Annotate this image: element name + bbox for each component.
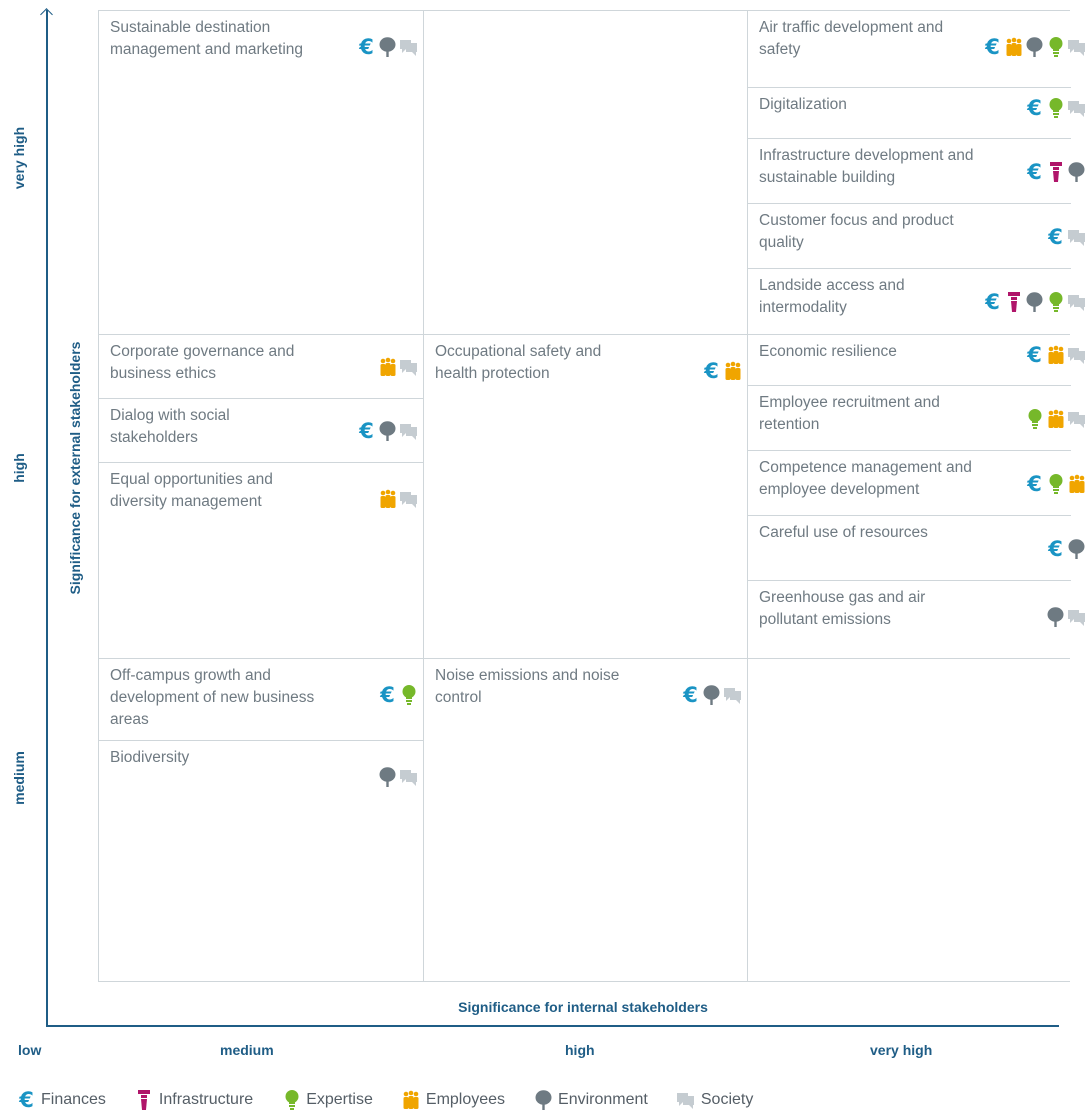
society-icon [1068, 37, 1085, 57]
environment-icon [703, 685, 720, 705]
finances-icon: € [704, 359, 719, 383]
topic-label: Careful use of resources [759, 524, 928, 541]
topic-item [424, 335, 747, 658]
employees-icon [1047, 345, 1064, 365]
topic-item [748, 269, 1071, 334]
legend [18, 1090, 783, 1110]
legend-item-environment [535, 1090, 648, 1110]
materiality-matrix [98, 10, 1070, 982]
x-level-medium: medium [220, 1042, 274, 1058]
topic-icons [682, 685, 741, 705]
topic-icons [1026, 471, 1085, 496]
employees-icon [403, 1090, 420, 1110]
topic-icons [1026, 98, 1085, 118]
topic-icons [379, 489, 417, 509]
cell-very-high-medium [99, 11, 423, 334]
y-axis-title: Significance for external stakeholders [67, 341, 83, 595]
cell-high-medium [99, 335, 423, 658]
legend-label: Expertise [306, 1091, 373, 1108]
topic-label: Customer focus and product quality [759, 212, 954, 251]
finances-icon: € [985, 289, 1000, 314]
environment-icon [535, 1090, 552, 1110]
finances-icon: € [1048, 224, 1063, 249]
environment-icon [379, 767, 396, 787]
finances-icon: € [1027, 343, 1042, 367]
cell-very-high-very-high [748, 11, 1071, 334]
topic-label: Occupational safety and health protection [435, 343, 602, 382]
employees-icon [1068, 474, 1085, 494]
finances-icon: € [359, 35, 374, 59]
finances-icon: € [1027, 471, 1042, 496]
topic-item [99, 399, 423, 463]
y-level-medium: medium [11, 751, 27, 805]
topic-item [748, 451, 1071, 516]
topic-icons [358, 421, 417, 441]
legend-label: Employees [425, 1091, 506, 1108]
expertise-icon [1047, 474, 1064, 494]
topic-icons [984, 289, 1085, 314]
topic-icons [379, 685, 417, 705]
legend-item-expertise [283, 1090, 373, 1110]
x-level-low: low [18, 1042, 42, 1058]
topic-icons [703, 361, 741, 381]
society-icon [400, 421, 417, 441]
cell-high-very-high [748, 335, 1071, 658]
topic-item [424, 659, 747, 982]
employees-icon [1005, 37, 1022, 57]
cell-medium-high [424, 659, 747, 982]
expertise-icon [1026, 409, 1043, 429]
y-level-very-high: very high [11, 126, 27, 190]
finances-icon: € [1027, 159, 1042, 184]
finances-icon: € [1048, 536, 1063, 561]
society-icon [1068, 345, 1085, 365]
environment-icon [1047, 607, 1064, 627]
y-axis-arrow-icon [40, 8, 53, 21]
x-axis-line [46, 1025, 1059, 1027]
society-icon [1068, 292, 1085, 312]
topic-label: Digitalization [759, 96, 847, 113]
finances-icon: € [985, 35, 1000, 59]
environment-icon [379, 421, 396, 441]
society-icon [724, 685, 741, 705]
society-icon [1068, 607, 1085, 627]
x-level-high: high [565, 1042, 595, 1058]
topic-icons [379, 357, 417, 377]
topic-label: Greenhouse gas and air pollutant emissions [759, 589, 926, 628]
society-icon [400, 489, 417, 509]
topic-item [99, 335, 423, 399]
environment-icon [379, 37, 396, 57]
finances-icon: € [683, 683, 698, 707]
topic-icons [379, 767, 417, 787]
topic-item [748, 204, 1071, 269]
society-icon [1068, 227, 1085, 247]
topic-item [748, 386, 1071, 451]
y-level-high: high [11, 453, 27, 483]
employees-icon [1047, 409, 1064, 429]
legend-label: Infrastructure [158, 1091, 254, 1108]
infrastructure-icon [136, 1090, 153, 1110]
employees-icon [379, 489, 396, 509]
finances-icon: € [19, 1088, 34, 1112]
legend-item-finances [18, 1090, 106, 1110]
topic-label: Landside access and intermodality [759, 277, 905, 316]
finances-icon: € [1027, 96, 1042, 120]
topic-label: Economic resilience [759, 343, 897, 360]
cell-medium-medium [99, 659, 423, 982]
society-icon [400, 767, 417, 787]
x-axis-title: Significance for internal stakeholders [458, 999, 708, 1015]
topic-label: Air traffic development and safety [759, 19, 944, 58]
employees-icon [379, 357, 396, 377]
society-icon [1068, 98, 1085, 118]
topic-icons [1026, 345, 1085, 365]
topic-icons [984, 37, 1085, 57]
topic-item [748, 139, 1071, 204]
expertise-icon [400, 685, 417, 705]
society-icon [1068, 409, 1085, 429]
finances-icon: € [359, 419, 374, 443]
topic-label: Sustainable destination management and marketing [110, 19, 304, 58]
y-axis-line [46, 10, 48, 1026]
cell-high-high [424, 335, 747, 658]
topic-icons [1026, 159, 1085, 184]
employees-icon [724, 361, 741, 381]
legend-label: Environment [558, 1091, 648, 1108]
legend-label: Society [700, 1091, 754, 1108]
expertise-icon [283, 1090, 300, 1110]
topic-item [748, 581, 1071, 658]
topic-icons [1047, 607, 1085, 627]
finances-icon: € [380, 683, 395, 707]
topic-icons [358, 37, 417, 57]
topic-icons [1047, 224, 1085, 249]
topic-icons [1047, 536, 1085, 561]
expertise-icon [1047, 292, 1064, 312]
topic-item [748, 335, 1071, 386]
topic-item [99, 463, 423, 658]
environment-icon [1026, 292, 1043, 312]
environment-icon [1026, 37, 1043, 57]
topic-label: Biodiversity [110, 749, 190, 766]
topic-label: Equal opportunities and diversity management [110, 471, 273, 510]
expertise-icon [1047, 98, 1064, 118]
environment-icon [1068, 539, 1085, 559]
topic-item [748, 516, 1071, 581]
society-icon [400, 37, 417, 57]
topic-icons [1026, 409, 1085, 429]
topic-label: Competence management and employee development [759, 459, 972, 498]
topic-item [748, 88, 1071, 139]
infrastructure-icon [1047, 162, 1064, 182]
society-icon [400, 357, 417, 377]
legend-item-society [678, 1090, 753, 1110]
topic-item [99, 741, 423, 982]
topic-label: Employee recruitment and retention [759, 394, 940, 433]
topic-label: Noise emissions and noise control [435, 667, 620, 706]
topic-label: Off-campus growth and development of new business areas [110, 667, 315, 728]
topic-item [99, 11, 423, 334]
environment-icon [1068, 162, 1085, 182]
x-level-very-high: very high [870, 1042, 933, 1058]
topic-item [99, 659, 423, 741]
topic-item [748, 11, 1071, 88]
legend-item-employees [403, 1090, 505, 1110]
infrastructure-icon [1005, 292, 1022, 312]
topic-label: Infrastructure development and sustainable building [759, 147, 974, 186]
legend-item-infrastructure [136, 1090, 253, 1110]
legend-label: Finances [41, 1091, 106, 1108]
topic-label: Corporate governance and business ethics [110, 343, 295, 382]
expertise-icon [1047, 37, 1064, 57]
society-icon [678, 1090, 695, 1110]
topic-label: Dialog with social stakeholders [110, 407, 230, 446]
